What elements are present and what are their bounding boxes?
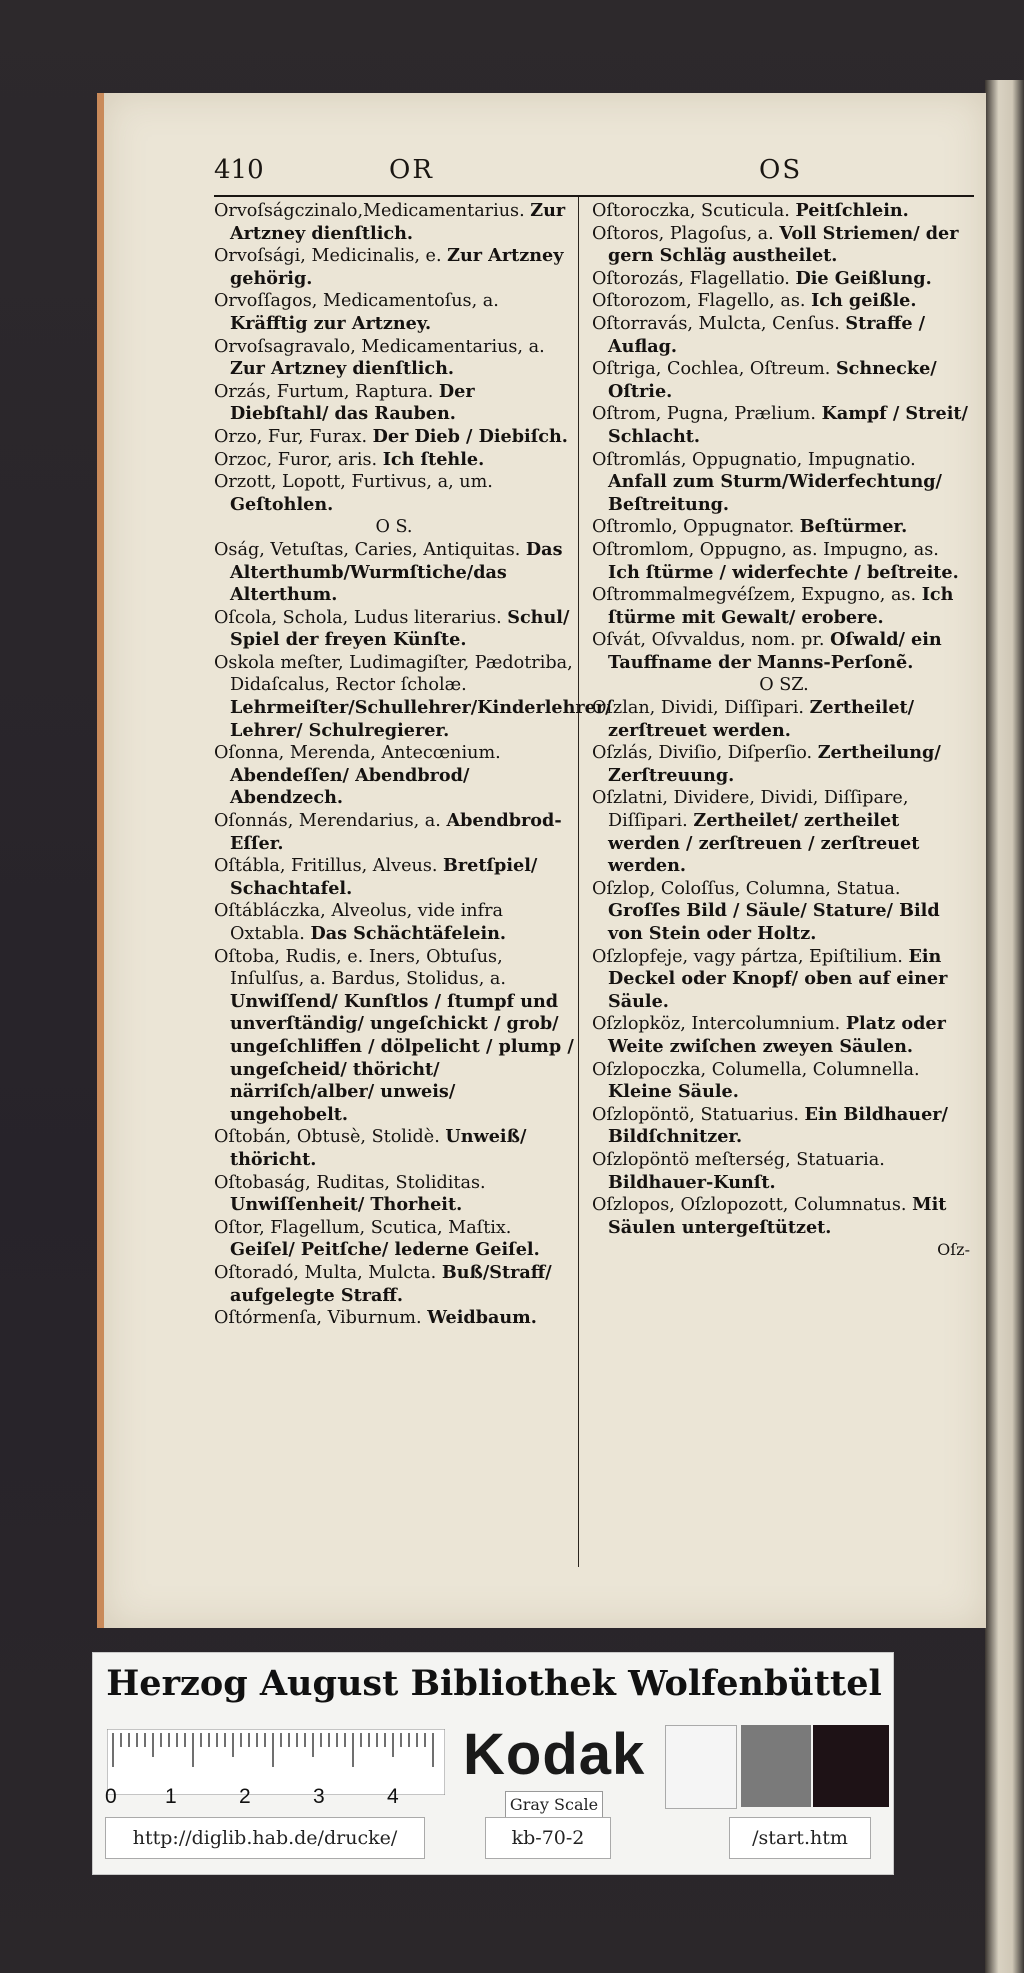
- entry-german: Das Schächtäfelein.: [310, 923, 507, 944]
- dictionary-entry: [592, 358, 976, 403]
- entry-german: Zertheilet/ zerſtreuet werden.: [608, 697, 915, 741]
- dictionary-entry: [214, 336, 574, 381]
- dictionary-entry: [214, 810, 574, 855]
- entry-latin: Oſtobán, Obtusè, Stolidè.: [214, 1127, 440, 1148]
- entry-latin: Oſzlopköz, Intercolumnium.: [592, 1014, 841, 1035]
- entry-german: Beſtürmer.: [799, 516, 908, 538]
- entry-german: Zertheilung/ Zerſtreuung.: [608, 742, 941, 786]
- entry-german: Zur Artzney dienſtlich.: [230, 200, 566, 244]
- entry-latin: Oſzlan, Dividi, Diſſipari.: [592, 698, 804, 719]
- entry-latin: Orvoſſagos, Medicamentoſus, a.: [214, 291, 499, 312]
- dictionary-entry: [592, 1149, 976, 1194]
- dictionary-entry: [214, 900, 574, 945]
- dictionary-entry: [214, 742, 574, 810]
- dictionary-entry: [592, 313, 976, 358]
- entry-latin: Oſzlopfeje, vagy pártza, Epiſtilium.: [592, 946, 903, 967]
- entry-german: Kleine Säule.: [608, 1081, 739, 1103]
- dictionary-entry: [214, 539, 574, 607]
- entry-german: Mit Säulen untergeſtützet.: [608, 1194, 947, 1238]
- entry-latin: Oſtrom, Pugna, Prælium.: [592, 404, 816, 425]
- entry-latin: Orzás, Furtum, Raptura.: [214, 381, 434, 402]
- entry-latin: Orzott, Lopott, Furtivus, a, um.: [214, 472, 493, 493]
- entry-latin: Oſtórmenſa, Viburnum.: [214, 1308, 422, 1329]
- entry-latin: Oſtromlom, Oppugno, as. Impugno, as.: [592, 539, 939, 560]
- dictionary-entry: [214, 607, 574, 652]
- left-column: [214, 200, 612, 1330]
- column-divider: [578, 197, 579, 1567]
- dictionary-entry: [214, 245, 574, 290]
- white-patch: [665, 1725, 737, 1809]
- entry-german: Ich ſtürme mit Gewalt/ erobere.: [608, 584, 954, 628]
- ruler-number: 4: [387, 1785, 399, 1808]
- dictionary-entry: [592, 584, 976, 629]
- entry-latin: Orzo, Fur, Furax.: [214, 426, 368, 447]
- entry-latin: Oſzlopoczka, Columella, Columnella.: [592, 1059, 920, 1080]
- entry-german: Der Dieb / Diebiſch.: [372, 425, 568, 447]
- entry-latin: Oskola meſter, Ludimagiſter, Pædotriba, Didaſcalus, Rector ſcholæ.: [214, 652, 573, 696]
- entry-latin: Oſtoros, Plagoſus, a.: [592, 223, 774, 244]
- entry-latin: Oſtriga, Cochlea, Oſtreum.: [592, 359, 831, 380]
- page-number: 410: [214, 155, 264, 185]
- entry-german: Anfall zum Sturm/Widerfechtung/ Beſtreitung.: [608, 471, 942, 515]
- entry-german: Zertheilet/ zertheilet werden / zerſtreuen / zerſtreuet werden.: [608, 810, 920, 877]
- entry-german: Oſwald/ ein Tauffname der Manns-Perſonẽ.: [608, 629, 942, 673]
- entry-latin: Oſtor, Flagellum, Scutica, Maſtix.: [214, 1217, 512, 1238]
- url-id-label: kb-70-2: [485, 1817, 611, 1859]
- dictionary-entry: [214, 1262, 574, 1307]
- grayscale-label: Gray Scale: [505, 1791, 603, 1819]
- dictionary-entry: [214, 946, 574, 1127]
- entry-latin: Oſzlopos, Oſzlopozott, Columnatus.: [592, 1195, 907, 1216]
- entry-german: Schnecke/ Oſtrie.: [608, 358, 937, 402]
- ruler-number: 1: [165, 1785, 177, 1808]
- dictionary-entry: [592, 268, 976, 291]
- right-running-head: OS: [759, 155, 803, 185]
- entry-german: Weidbaum.: [427, 1307, 537, 1329]
- entry-latin: Oſzlopöntö, Statuarius.: [592, 1104, 799, 1125]
- dictionary-entry: [214, 290, 574, 335]
- library-color-bar: [92, 1652, 894, 1875]
- entry-latin: Oſtobaság, Ruditas, Stoliditas.: [214, 1172, 486, 1193]
- dictionary-entry: [592, 742, 976, 787]
- entry-latin: Oſvát, Oſvvaldus, nom. pr.: [592, 630, 825, 651]
- entry-german: Ein Bildhauer/ Bildſchnitzer.: [608, 1103, 948, 1148]
- entry-german: Ich ſtehle.: [382, 448, 485, 470]
- entry-latin: Orzoc, Furor, aris.: [214, 449, 378, 470]
- entry-latin: Oſtorravás, Mulcta, Cenſus.: [592, 313, 840, 334]
- entry-german: Zur Artzney gehörig.: [230, 245, 564, 289]
- adjacent-page-edge: [985, 80, 1024, 1973]
- entry-german: Ich geißle.: [811, 290, 917, 312]
- entry-latin: Oſtromlás, Oppugnatio, Impugnatio.: [592, 449, 916, 470]
- kodak-logo: Kodak: [463, 1722, 646, 1787]
- entry-latin: Orvoſsági, Medicinalis, e.: [214, 246, 442, 267]
- entry-german: Lehrmeiſter/Schullehrer/Kinderlehrer/ Lehrer/ Schulregierer.: [230, 697, 612, 741]
- entry-german: Bildhauer-Kunſt.: [608, 1171, 776, 1193]
- dictionary-entry: [592, 449, 976, 517]
- section-heading: O SZ.: [759, 675, 809, 696]
- dictionary-entry: [214, 471, 574, 516]
- entry-latin: Oſcola, Schola, Ludus literarius.: [214, 607, 502, 628]
- entry-latin: Oſonnás, Merendarius, a.: [214, 811, 441, 832]
- entry-german: Unwiſſend/ Kunſtlos / ſtumpf und unverſtändig/ ungeſchickt / grob/ ungeſchliffen / dölpelicht / plump / ungeſcheid/ thöricht/ närriſch/alber/ unweis/ ungehobelt.: [230, 990, 574, 1125]
- entry-german: Bretſpiel/ Schachtafel.: [230, 855, 538, 899]
- entry-german: Unwiſſenheit/ Thorheit.: [230, 1194, 463, 1216]
- entry-latin: Oſtorozom, Flagello, as.: [592, 291, 806, 312]
- entry-german: Abendbrod-Eſſer.: [230, 810, 562, 854]
- dictionary-entry: [592, 1104, 976, 1149]
- dictionary-entry: [214, 1126, 574, 1171]
- entry-latin: Orvoſsagravalo, Medicamentarius, a.: [214, 336, 545, 357]
- ruler-number: 3: [313, 1785, 325, 1808]
- entry-latin: Oſtoba, Rudis, e. Iners, Obtuſus, Inſulſus, a. Bardus, Stolidus, a.: [214, 946, 506, 990]
- entry-latin: Oſzlatni, Dividere, Dividi, Diſſipare, Diſſipari.: [592, 788, 909, 832]
- entry-german: Peitſchlein.: [795, 200, 909, 221]
- dictionary-entry: [592, 697, 976, 742]
- entry-german: Unweiß/ thöricht.: [230, 1126, 527, 1170]
- dictionary-entry: [214, 200, 574, 245]
- entry-german: Kampf / Streit/ Schlacht.: [608, 403, 968, 447]
- entry-latin: Oſzlás, Diviſio, Diſperſio.: [592, 743, 813, 764]
- ruler-number: 2: [239, 1785, 251, 1808]
- dictionary-entry: [592, 878, 976, 946]
- entry-german: Die Geißlung.: [795, 267, 932, 289]
- dictionary-entry: [214, 1307, 574, 1330]
- entry-german: Schul/ Spiel der freyen Künſte.: [230, 606, 570, 651]
- entry-latin: Oſtoradó, Multa, Mulcta.: [214, 1262, 437, 1283]
- dictionary-entry: [592, 290, 976, 313]
- dictionary-entry: [592, 403, 976, 448]
- section-heading: O S.: [375, 517, 413, 538]
- dictionary-entry: [592, 1059, 976, 1104]
- entry-latin: Oſtorozás, Flagellatio.: [592, 268, 790, 289]
- url-base-label: http://diglib.hab.de/drucke/: [105, 1817, 425, 1859]
- entry-german: Ich ſtürme / widerfechte / beſtreite.: [608, 561, 959, 583]
- entry-latin: Oſonna, Merenda, Antecœnium.: [214, 743, 501, 764]
- right-column: [592, 200, 976, 1261]
- entry-german: Platz oder Weite zwiſchen zweyen Säulen.: [608, 1013, 946, 1057]
- dictionary-entry: [214, 381, 574, 426]
- entry-latin: Oſtrommalmegvéſzem, Expugno, as.: [592, 585, 917, 606]
- dictionary-entry: [592, 1013, 976, 1058]
- url-suffix-label: /start.htm: [729, 1817, 871, 1859]
- entry-german: Abendeſſen/ Abendbrod/ Abendzech.: [230, 764, 470, 809]
- entry-german: Der Diebſtahl/ das Rauben.: [230, 380, 475, 425]
- entry-german: Voll Striemen/ der gern Schläg austheilet.: [608, 222, 959, 267]
- entry-german: Zur Artzney dienſtlich.: [230, 358, 455, 380]
- book-page: [97, 93, 986, 1628]
- entry-german: Ein Deckel oder Knopf/ oben auf einer Säule.: [608, 945, 948, 1012]
- gray-patch: [741, 1725, 811, 1807]
- header-rule: [214, 195, 974, 197]
- dictionary-entry: [592, 1194, 976, 1239]
- entry-latin: Oſzlopöntö meſterség, Statuaria.: [592, 1149, 885, 1170]
- left-running-head: OR: [389, 155, 434, 185]
- entry-german: Buß/Straff/ aufgelegte Straff.: [230, 1261, 552, 1306]
- ruler-number: 0: [105, 1785, 117, 1808]
- entry-german: Kräfftig zur Artzney.: [230, 312, 432, 334]
- dictionary-entry: [214, 855, 574, 900]
- dictionary-entry: [592, 223, 976, 268]
- entry-german: Groſſes Bild / Säule/ Stature/ Bild von Stein oder Holtz.: [608, 900, 940, 944]
- dictionary-entry: [214, 1217, 574, 1262]
- entry-latin: Oſzlop, Coloſſus, Columna, Statua.: [592, 878, 901, 899]
- dictionary-entry: [214, 1172, 574, 1217]
- dictionary-entry: [592, 946, 976, 1014]
- dictionary-entry: [592, 516, 976, 539]
- entry-german: Straffe / Auflag.: [608, 312, 926, 357]
- dictionary-entry: [214, 449, 574, 472]
- dictionary-entry: [592, 200, 976, 223]
- entry-latin: Oſtromlo, Oppugnator.: [592, 517, 795, 538]
- library-title: Herzog August Bibliothek Wolfenbüttel: [106, 1663, 882, 1704]
- entry-latin: Oság, Vetuſtas, Caries, Antiquitas.: [214, 539, 521, 560]
- entry-latin: Oſtoroczka, Scuticula.: [592, 201, 790, 221]
- catchword: Oſz-: [937, 1240, 970, 1260]
- dictionary-entry: [592, 787, 976, 877]
- black-patch: [813, 1725, 889, 1807]
- entry-german: Geſtohlen.: [230, 493, 334, 515]
- entry-german: Geiſel/ Peitſche/ lederne Geiſel.: [230, 1239, 540, 1261]
- dictionary-entry: [592, 629, 976, 674]
- entry-latin: Oſtábla, Fritillus, Alveus.: [214, 856, 438, 877]
- entry-latin: Oſtábláczka, Alveolus, vide infra Oxtabla.: [214, 901, 503, 944]
- dictionary-entry: [214, 652, 612, 742]
- dictionary-entry: [214, 426, 574, 449]
- entry-latin: Orvoſságczinalo,Medicamentarius.: [214, 201, 525, 221]
- entry-german: Das Alterthumb/Wurmſtiche/das Alterthum.: [230, 538, 563, 606]
- dictionary-entry: [592, 539, 976, 584]
